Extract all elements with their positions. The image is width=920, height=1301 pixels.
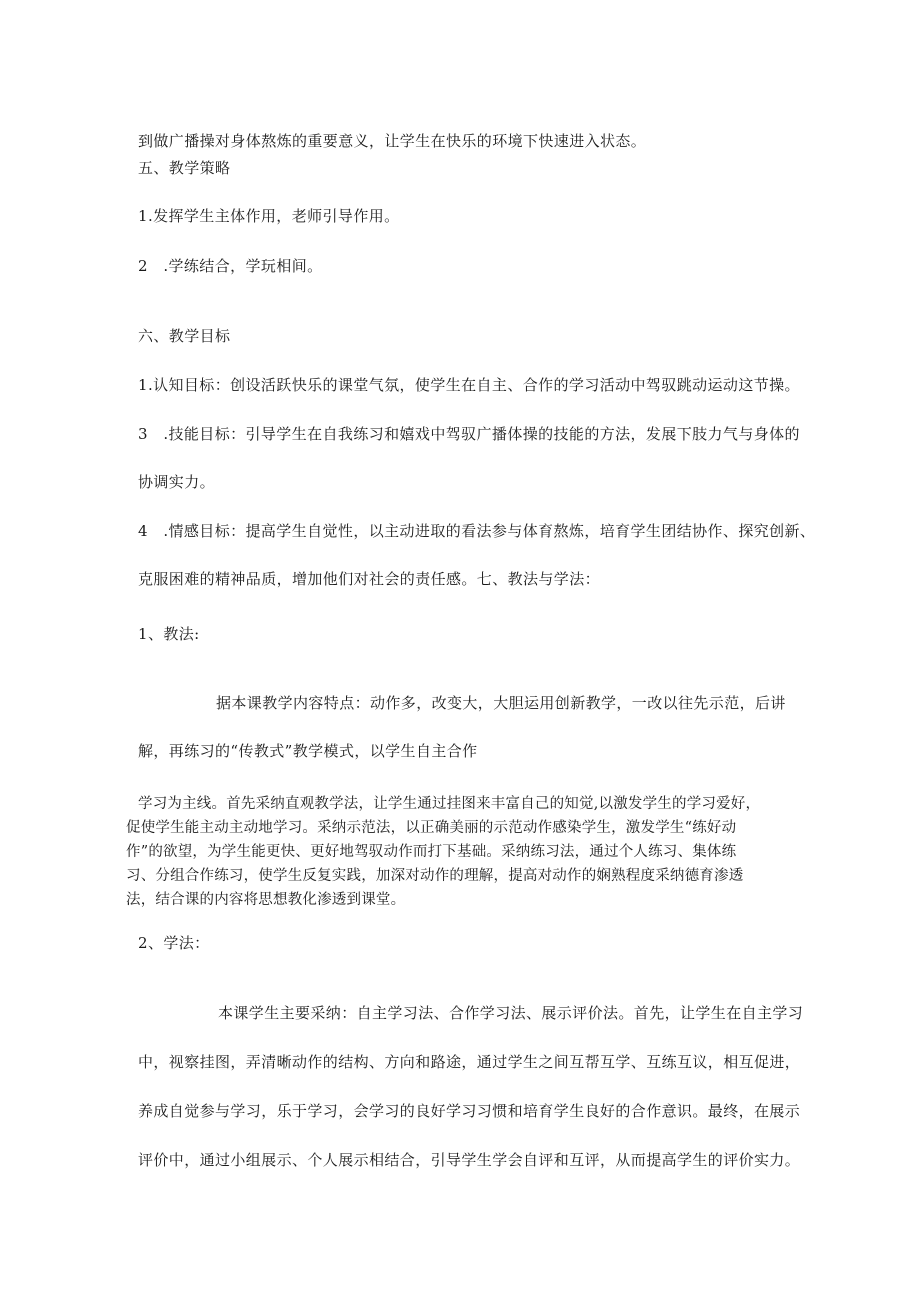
dense-line: 学习为主线。首先采纳直观教学法，让学生通过挂图来丰富自己的知觉,以激发学生的学习爱好， [138,796,761,812]
goal-item-3-line2: 协调实力。 [138,473,216,491]
section-five-heading: 五、教学策略 [138,159,231,177]
learning-paragraph-line3: 养成自觉参与学习，乐于学习，会学习的良好学习习惯和培育学生良好的合作意识。最终，在展示 [138,1102,801,1120]
dense-line: 习、分组合作练习，使学生反复实践，加深对动作的理解，提高对动作的娴熟程度采纳德育渗透 [126,868,744,884]
goal-item-4-line2: 克服困难的精神品质，增加他们对社会的责任感。七、教法与学法： [138,570,601,588]
intro-line: 到做广播操对身体熬炼的重要意义，让学生在快乐的环境下快速进入状态。 [138,132,647,150]
teaching-paragraph-line2: 解，再练习的“传教式”教学模式，以学生自主合作 [138,742,478,760]
learning-paragraph-line4: 评价中，通过小组展示、个人展示相结合，引导学生学会自评和互评，从而提高学生的评价实力。 [138,1151,801,1169]
dense-line: 作”的欲望，为学生能更快、更好地驾驭动作而打下基础。采纳练习法，通过个人练习、集体练 [126,844,737,860]
strategy-item-1: 1.发挥学生主体作用，老师引导作用。 [138,207,400,225]
teaching-method-heading: 1、教法: [138,625,200,643]
strategy-item-2: 2 .学练结合，学玩相间。 [138,257,323,275]
teaching-paragraph-line1: 据本课教学内容特点：动作多，改变大，大胆运用创新教学，一改以往先示范，后讲 [216,694,786,712]
learning-paragraph-line2: 中，视察挂图，弄清晰动作的结构、方向和路途，通过学生之间互帮互学、互练互议，相互促进， [138,1053,801,1071]
learning-paragraph-line1: 本课学生主要采纳：自主学习法、合作学习法、展示评价法。首先，让学生在自主学习 [218,1004,804,1022]
dense-line: 促使学生能主动主动地学习。采纳示范法，以正确美丽的示范动作感染学生，激发学生“练好动 [126,820,737,836]
learning-method-heading: 2、学法： [138,934,210,952]
goal-item-4-line1: 4 .情感目标：提高学生自觉性，以主动进取的看法参与体育熬炼，培育学生团结协作、探究创新、 [138,522,816,540]
dense-line: 法，结合课的内容将思想教化渗透到课堂。 [126,892,406,908]
section-six-heading: 六、教学目标 [138,327,231,345]
goal-item-3-line1: 3 .技能目标：引导学生在自我练习和嬉戏中驾驭广播体操的技能的方法，发展下肢力气与身体的 [138,425,800,443]
teaching-paragraph-dense [126,792,863,912]
goal-item-1: 1.认知目标：创设活跃快乐的课堂气氛，使学生在自主、合作的学习活动中驾驭跳动运动这节操。 [138,376,800,394]
